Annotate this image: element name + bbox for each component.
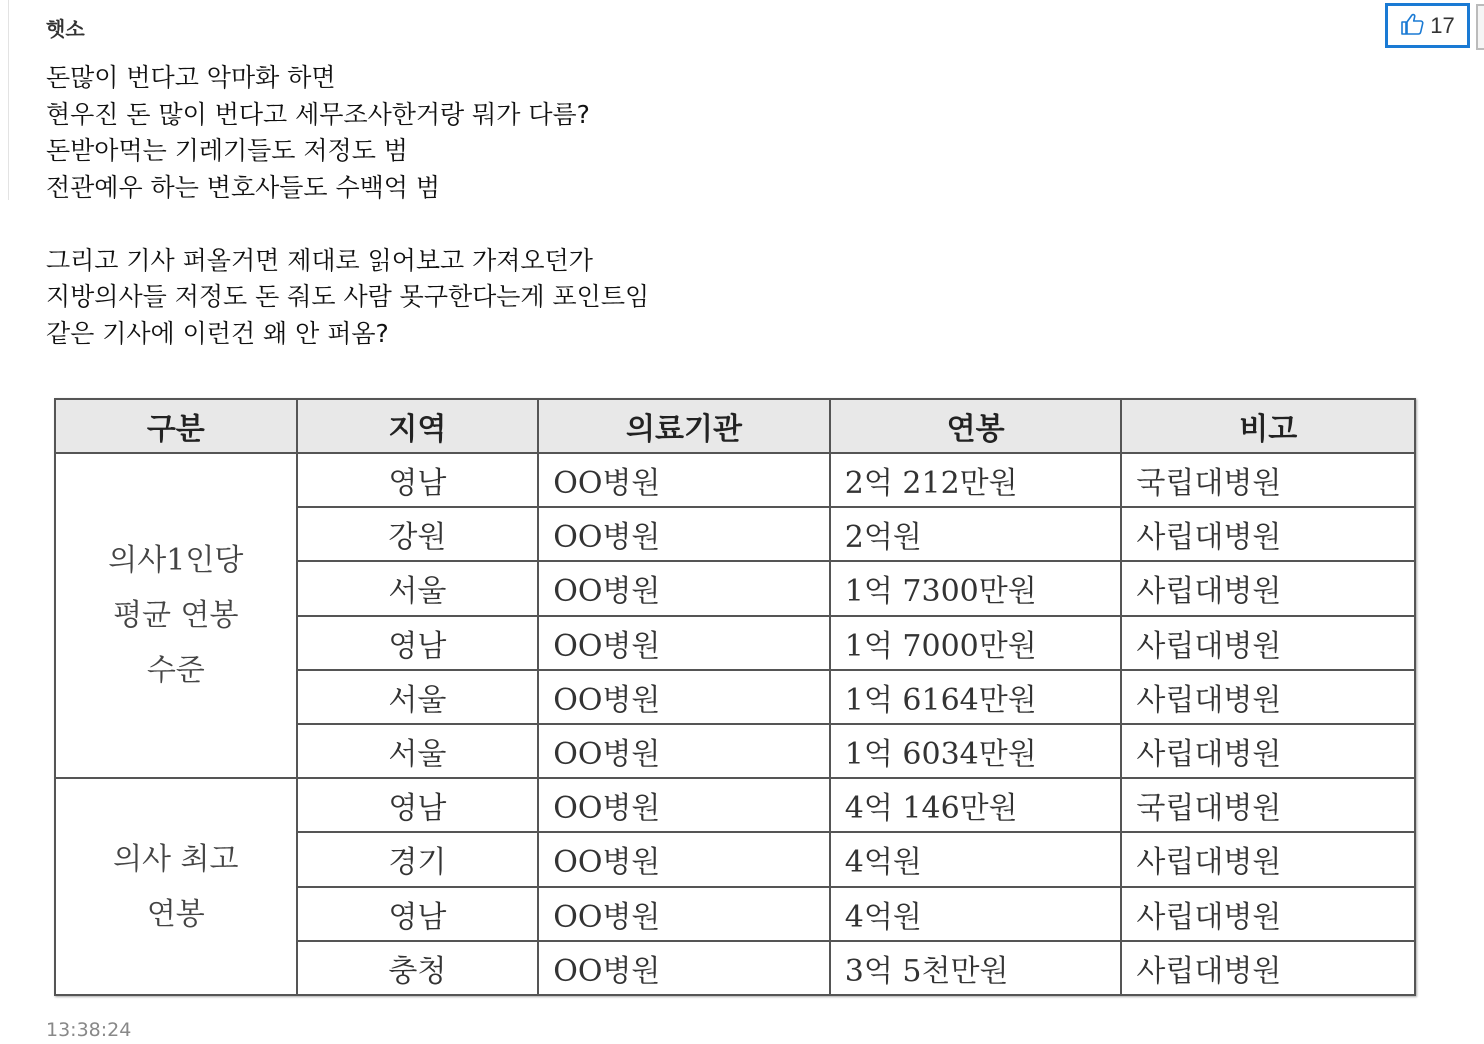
note-cell: 사립대병원 bbox=[1121, 941, 1415, 995]
salary-cell: 2억 212만원 bbox=[830, 453, 1122, 507]
body-line: 돈받아먹는 기레기들도 저정도 범 bbox=[46, 136, 408, 165]
body-line bbox=[46, 206, 1046, 243]
institution-cell: OO병원 bbox=[538, 616, 830, 670]
salary-cell: 4억 146만원 bbox=[830, 778, 1122, 832]
region-cell: 영남 bbox=[297, 453, 539, 507]
table-header-row bbox=[55, 399, 1415, 453]
institution-cell: OO병원 bbox=[538, 887, 830, 941]
salary-cell: 3억 5천만원 bbox=[830, 941, 1122, 995]
note-cell: 사립대병원 bbox=[1121, 670, 1415, 724]
region-cell: 서울 bbox=[297, 724, 539, 778]
body-line: 같은 기사에 이런건 왜 안 퍼옴? bbox=[46, 318, 389, 348]
thumbs-up-icon bbox=[1400, 13, 1424, 39]
region-cell: 영남 bbox=[297, 616, 539, 670]
institution-cell: OO병원 bbox=[538, 507, 830, 561]
table-row bbox=[55, 778, 1415, 832]
like-button[interactable] bbox=[1385, 3, 1470, 48]
like-count: 17 bbox=[1430, 12, 1455, 38]
institution-cell: OO병원 bbox=[538, 724, 830, 778]
header-note: 비고 bbox=[1121, 399, 1415, 453]
region-cell: 영남 bbox=[297, 778, 539, 832]
institution-cell: OO병원 bbox=[538, 941, 830, 995]
post-body bbox=[46, 60, 1046, 352]
region-cell: 충청 bbox=[297, 941, 539, 995]
body-line: 지방의사들 저정도 돈 줘도 사람 못구한다는게 포인트임 bbox=[46, 282, 650, 311]
note-cell: 사립대병원 bbox=[1121, 887, 1415, 941]
region-cell: 서울 bbox=[297, 561, 539, 615]
note-cell: 사립대병원 bbox=[1121, 616, 1415, 670]
header-region: 지역 bbox=[297, 399, 539, 453]
region-cell: 경기 bbox=[297, 832, 539, 886]
region-cell: 강원 bbox=[297, 507, 539, 561]
salary-cell: 2억원 bbox=[830, 507, 1122, 561]
institution-cell: OO병원 bbox=[538, 778, 830, 832]
salary-cell: 4억원 bbox=[830, 887, 1122, 941]
note-cell: 국립대병원 bbox=[1121, 778, 1415, 832]
author-name[interactable]: 햇소 bbox=[46, 17, 85, 41]
note-cell: 사립대병원 bbox=[1121, 507, 1415, 561]
body-line: 돈많이 번다고 악마화 하면 bbox=[46, 63, 336, 92]
salary-table-image bbox=[54, 398, 1416, 996]
header-institution: 의료기관 bbox=[538, 399, 830, 453]
salary-cell: 1억 6034만원 bbox=[830, 724, 1122, 778]
note-cell: 사립대병원 bbox=[1121, 724, 1415, 778]
note-cell: 사립대병원 bbox=[1121, 561, 1415, 615]
note-cell: 국립대병원 bbox=[1121, 453, 1415, 507]
header-category: 구분 bbox=[55, 399, 297, 453]
institution-cell: OO병원 bbox=[538, 453, 830, 507]
salary-cell: 1억 7300만원 bbox=[830, 561, 1122, 615]
institution-cell: OO병원 bbox=[538, 561, 830, 615]
salary-cell: 4억원 bbox=[830, 832, 1122, 886]
post-timestamp: 13:38:24 bbox=[46, 1019, 132, 1041]
header-salary: 연봉 bbox=[830, 399, 1122, 453]
next-button-edge[interactable] bbox=[1476, 4, 1484, 50]
group-label: 의사 최고 연봉 bbox=[55, 778, 297, 995]
salary-cell: 1억 6164만원 bbox=[830, 670, 1122, 724]
table-row bbox=[55, 453, 1415, 507]
salary-cell: 1억 7000만원 bbox=[830, 616, 1122, 670]
body-line: 그리고 기사 퍼올거면 제대로 읽어보고 가져오던가 bbox=[46, 245, 593, 275]
body-line: 전관예우 하는 변호사들도 수백억 범 bbox=[46, 172, 441, 202]
institution-cell: OO병원 bbox=[538, 670, 830, 724]
region-cell: 영남 bbox=[297, 887, 539, 941]
body-line: 현우진 돈 많이 번다고 세무조사한거랑 뭐가 다름? bbox=[46, 99, 590, 129]
institution-cell: OO병원 bbox=[538, 832, 830, 886]
left-divider bbox=[0, 0, 9, 200]
note-cell: 사립대병원 bbox=[1121, 832, 1415, 886]
group-label: 의사1인당 평균 연봉 수준 bbox=[55, 453, 297, 778]
region-cell: 서울 bbox=[297, 670, 539, 724]
